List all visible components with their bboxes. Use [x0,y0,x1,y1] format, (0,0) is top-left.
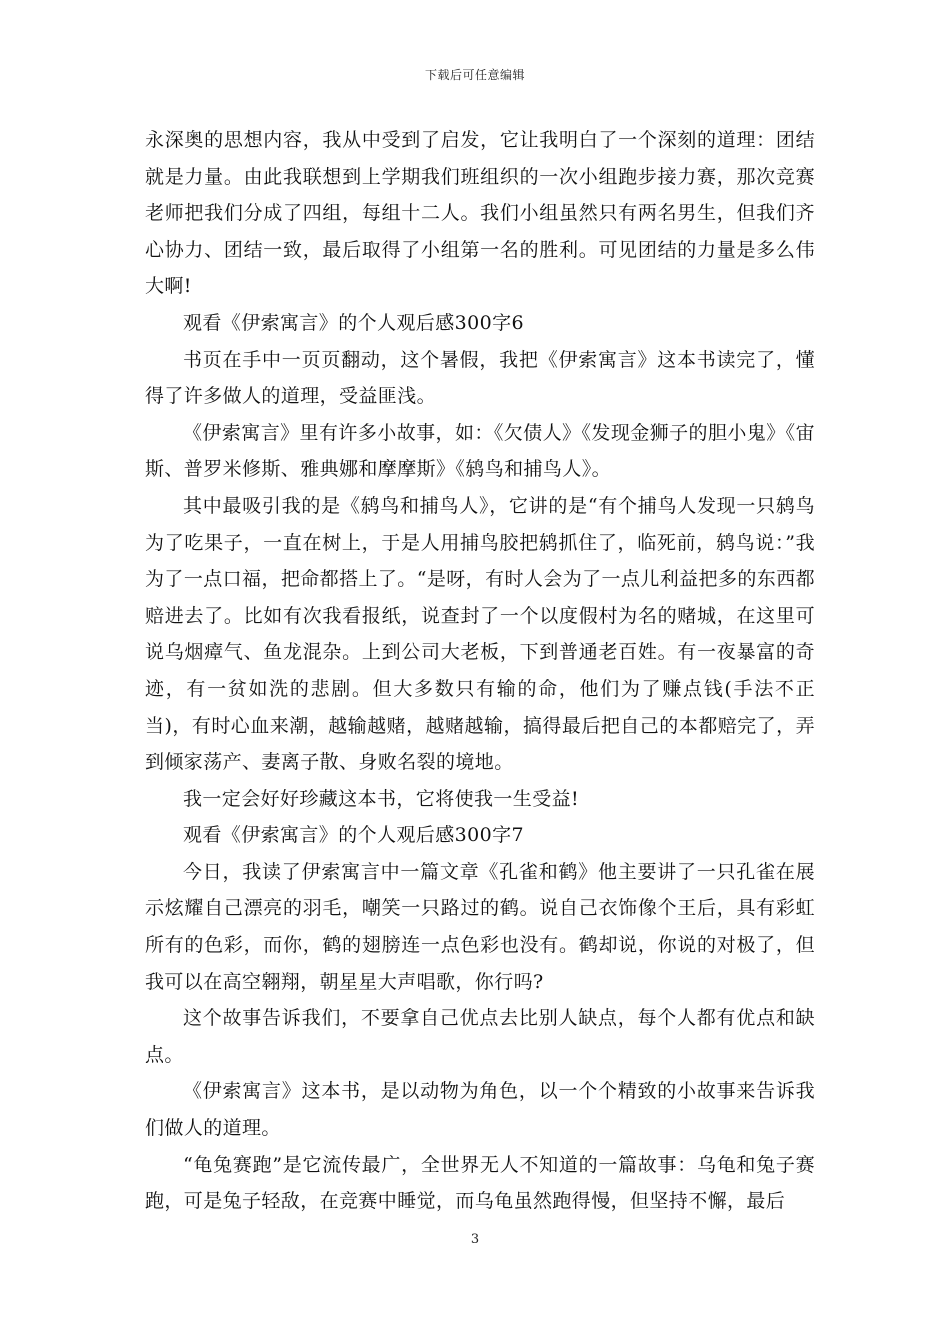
paragraph: 永深奥的思想内容，我从中受到了启发，它让我明白了一个深刻的道理：团结就是力量。由此我联想到上学期我们班组织的一次小组跑步接力赛，那次竞赛老师把我们分成了四组，每组十二人。我们小组虽然只有两名男生，但我们齐心协力、团结一致，最后取得了小组第一名的胜利。可见团结的力量是多么伟大啊! [145,129,815,298]
paragraph: 我一定会好好珍藏这本书，它将使我一生受益! [183,787,580,810]
paragraph: 《伊索寓言》这本书，是以动物为角色，以一个个精致的小故事来告诉我们做人的道理。 [145,1080,815,1140]
section-heading: 观看《伊索寓言》的个人观后感300字6 [183,311,524,334]
paragraph: 《伊索寓言》里有许多小故事，如：《欠债人》《发现金狮子的胆小鬼》《宙斯、普罗米修斯、雅典娜和摩摩斯》《鸫鸟和捕鸟人》。 [145,421,815,481]
paragraph: 今日，我读了伊索寓言中一篇文章《孔雀和鹤》他主要讲了一只孔雀在展示炫耀自己漂亮的羽毛，嘲笑一只路过的鹤。说自己衣饰像个王后，具有彩虹所有的色彩，而你，鹤的翅膀连一点色彩也没有。鹤却说，你说的对极了，但我可以在高空翱翔，朝星星大声唱歌，你行吗? [145,860,815,993]
paragraph: 其中最吸引我的是《鸫鸟和捕鸟人》，它讲的是“有个捕鸟人发现一只鸫鸟为了吃果子，一直在树上，于是人用捕鸟胶把鸫抓住了，临死前，鸫鸟说：”我为了一点口福，把命都搭上了。“是呀，有时人会为了一点儿利益把多的东西都赔进去了。比如有次我看报纸，说查封了一个以度假村为名的赌城，在这里可说乌烟瘴气、鱼龙混杂。上到公司大老板，下到普通老百姓。有一夜暴富的奇迹，有一贫如洗的悲剧。但大多数只有输的命，他们为了赚点钱(手法不正当)，有时心血来潮，越输越赌，越赌越输，搞得最后把自己的本都赔完了，弄到倾家荡产、妻离子散、身败名裂的境地。 [145,494,815,774]
paragraph: 这个故事告诉我们，不要拿自己优点去比别人缺点，每个人都有优点和缺点。 [145,1007,815,1066]
paragraph: 书页在手中一页页翻动，这个暑假，我把《伊索寓言》这本书读完了，懂得了许多做人的道理，受益匪浅。 [145,348,815,408]
page-header: 下载后可任意编辑 [424,68,525,82]
paragraph: “龟兔赛跑”是它流传最广，全世界无人不知道的一篇故事：乌龟和兔子赛跑，可是兔子轻敌，在竞赛中睡觉，而乌龟虽然跑得慢，但坚持不懈，最后 [145,1153,815,1213]
section-heading: 观看《伊索寓言》的个人观后感300字7 [183,824,524,847]
page-number: 3 [470,1232,480,1247]
document-body [145,122,815,1220]
